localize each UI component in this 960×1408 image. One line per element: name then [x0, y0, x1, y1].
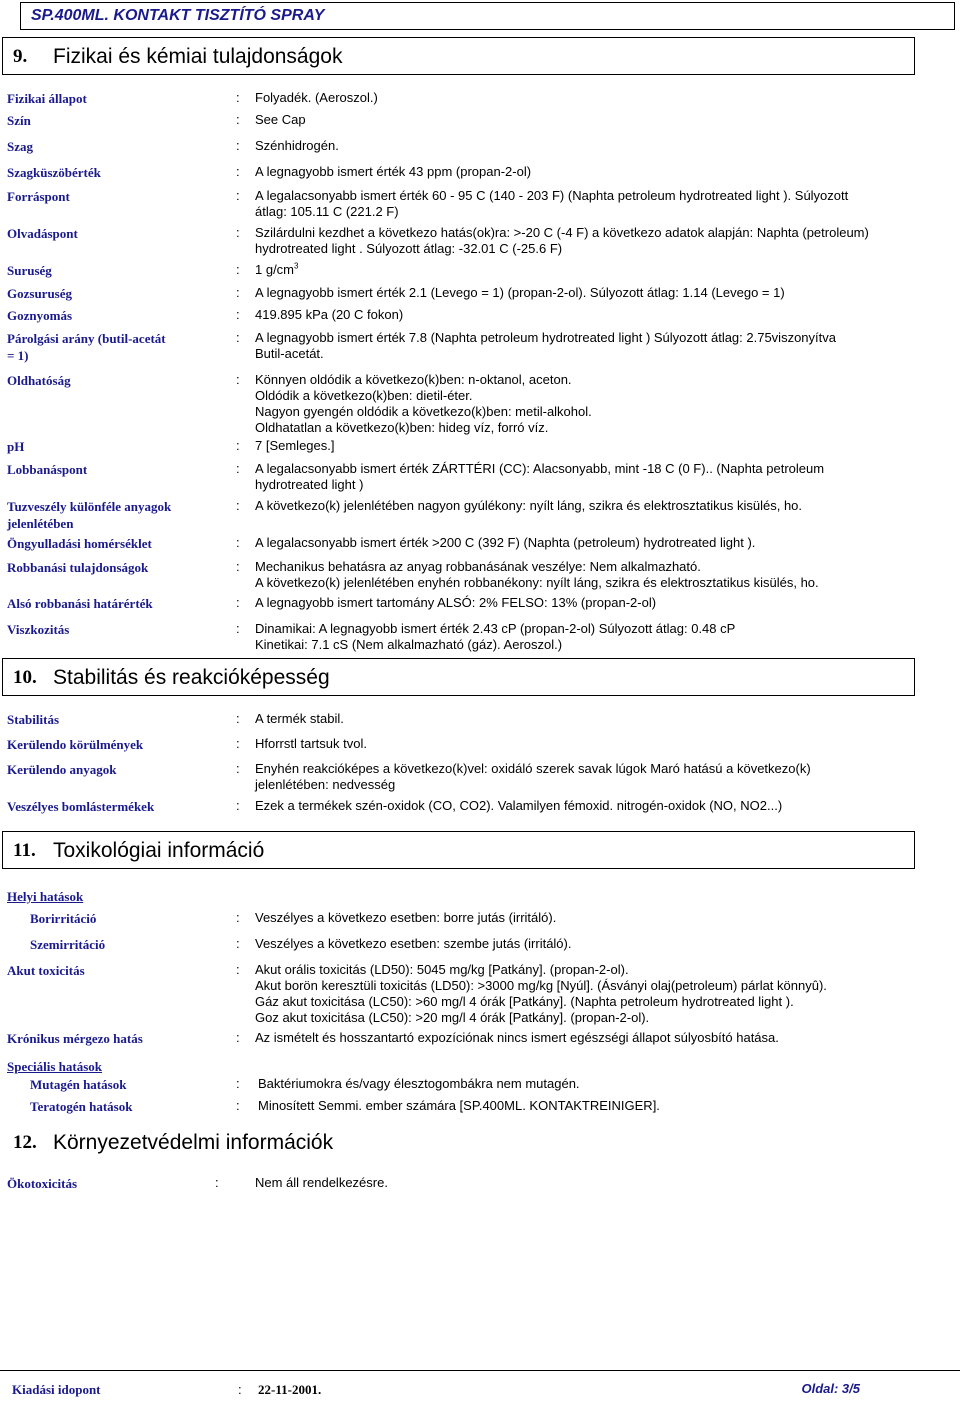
separator: :: [236, 138, 240, 153]
property-label: Borirritáció: [30, 911, 97, 926]
property-label: Mutagén hatások: [30, 1077, 127, 1092]
property-value: A legalacsonyabb ismert érték ZÁRTTÉRI (CC): Alacsonyabb, mint -18 C (0 F).. (Naphta petroleum hydrotreated light ): [255, 461, 825, 492]
section-9-header: [2, 37, 915, 75]
property-value: Akut orális toxicitás (LD50): 5045 mg/kg [Patkány]. (propan-2-ol). Akut borön keresztüli toxicitás (LD50): >3000 mg/kg [Nyúl]. (Ásványi olaj(petroleum) párlat könnyû). Gáz akut toxicitása (LC50): >60 mg/l 4 órák [Patkány]. (Naphta petroleum hydrotreated light ). Goz akut toxicitása (LC50): >20 mg/l 4 órák [Patkány]. (propan-2-ol).: [255, 962, 827, 1025]
separator: :: [236, 225, 240, 240]
property-value: A következo(k) jelenlétében nagyon gyúlékony: nyílt láng, szikra és elektrosztatikus kisülés, ho.: [255, 498, 803, 513]
separator: :: [236, 438, 240, 453]
property-value: Ezek a termékek szén-oxidok (CO, CO2). Valamilyen fémoxid. nitrogén-oxidok (NO, NO2...): [255, 798, 783, 813]
property-value: Baktériumokra és/vagy élesztogombákra nem mutagén.: [258, 1076, 580, 1091]
separator: :: [236, 962, 240, 977]
separator: :: [236, 535, 240, 550]
section-number: 12.: [13, 1132, 37, 1153]
separator: :: [236, 798, 240, 813]
separator: :: [236, 910, 240, 925]
separator: :: [236, 711, 240, 726]
property-value: A legalacsonyabb ismert érték >200 C (392 F) (Naphta (petroleum) hydrotreated light ).: [255, 535, 756, 550]
section-12-header: [2, 1123, 915, 1161]
footer-divider: [0, 1370, 960, 1371]
property-value: A legalacsonyabb ismert érték 60 - 95 C (140 - 203 F) (Naphta petroleum hydrotreated light ). Súlyozott átlag: 105.11 C (221.2 F): [255, 188, 849, 219]
separator: :: [236, 761, 240, 776]
separator: :: [215, 1175, 219, 1190]
property-value: Veszélyes a következo esetben: szembe jutás (irritáló).: [255, 936, 572, 951]
property-value: Enyhén reakcióképes a következo(k)vel: oxidáló szerek savak lúgok Maró hatású a következo(k) jelenlétében: nedvesség: [255, 761, 811, 792]
property-label: Szemirritáció: [30, 937, 106, 952]
property-value: Nem áll rendelkezésre.: [255, 1175, 388, 1190]
property-value: Mechanikus behatásra az anyag robbanásának veszélye: Nem alkalmazható. A következo(k) jelenlétében enyhén robbanékony: nyílt láng, szikra és elektrosztatikus kisülés, ho.: [255, 559, 819, 590]
property-value: See Cap: [255, 112, 306, 127]
property-label: Alsó robbanási határérték: [7, 596, 153, 611]
separator: :: [236, 1076, 240, 1091]
property-label: Olvadáspont: [7, 226, 78, 241]
property-value: A legnagyobb ismert tartomány ALSÓ: 2% FELSO: 13% (propan-2-ol): [255, 595, 657, 610]
property-label: Szín: [7, 113, 31, 128]
separator: :: [236, 936, 240, 951]
property-label: Suruség: [7, 263, 52, 278]
property-label: Gozsuruség: [7, 286, 72, 301]
property-value: Könnyen oldódik a következo(k)ben: n-oktanol, aceton. Oldódik a következo(k)ben: dietil-éter. Nagyon gyengén oldódik a következo(k)ben: metil-alkohol. Oldhatatlan a következo(k)ben: hideg víz, forró víz.: [255, 372, 592, 435]
section-number: 11.: [13, 840, 36, 861]
document-header: [20, 2, 955, 30]
issue-date-label: Kiadási idopont: [12, 1382, 101, 1397]
property-label: Veszélyes bomlástermékek: [7, 799, 155, 814]
section-title: Stabilitás és reakcióképesség: [53, 666, 330, 689]
separator: :: [236, 559, 240, 574]
property-label: Forráspont: [7, 189, 70, 204]
property-label: Kerülendo körülmények: [7, 737, 144, 752]
property-value: 419.895 kPa (20 C fokon): [255, 307, 404, 322]
property-value: Dinamikai: A legnagyobb ismert érték 2.43 cP (propan-2-ol) Súlyozott átlag: 0.48 cP Kinetikai: 7.1 cS (Nem alkalmazható (gáz). Aeroszol.): [255, 621, 736, 652]
section-11-header: [2, 831, 915, 869]
separator: :: [236, 595, 240, 610]
separator: :: [238, 1382, 242, 1397]
property-value: 1 $g/cm^3$: [255, 261, 299, 277]
property-value: Szénhidrogén.: [255, 138, 339, 153]
property-value: Veszélyes a következo esetben: borre jutás (irritáló).: [255, 910, 557, 925]
property-label: Párolgási arány (butil-acetát = 1): [7, 331, 166, 363]
subheading-label: Helyi hatások: [7, 889, 84, 904]
property-label: Viszkozitás: [7, 622, 70, 637]
property-label: Öngyulladási homérséklet: [7, 536, 152, 551]
separator: :: [236, 621, 240, 636]
separator: :: [236, 285, 240, 300]
property-label: Akut toxicitás: [7, 963, 85, 978]
property-value: Folyadék. (Aeroszol.): [255, 90, 378, 105]
property-value: 7 [Semleges.]: [255, 438, 335, 453]
separator: :: [236, 164, 240, 179]
separator: :: [236, 330, 240, 345]
separator: :: [236, 262, 240, 277]
property-value: Hforrstl tartsuk tvol.: [255, 736, 367, 751]
property-value: A legnagyobb ismert érték 43 ppm (propan-2-ol): [255, 164, 532, 179]
property-label: Tuzveszély különféle anyagok jelenlétében: [7, 499, 172, 531]
section-title: Toxikológiai információ: [53, 839, 265, 862]
separator: :: [236, 498, 240, 513]
issue-date-value: 22-11-2001.: [258, 1382, 322, 1397]
separator: :: [236, 736, 240, 751]
property-label: Szagküszöbérték: [7, 165, 101, 180]
separator: :: [236, 188, 240, 203]
property-label: Fizikai állapot: [7, 91, 87, 106]
document-title: SP.400ML. KONTAKT TISZTÍTÓ SPRAY: [31, 7, 325, 24]
property-label: Robbanási tulajdonságok: [7, 560, 149, 575]
separator: :: [236, 1098, 240, 1113]
separator: :: [236, 90, 240, 105]
property-label: Oldhatóság: [7, 373, 71, 388]
property-label: pH: [7, 439, 25, 454]
property-value: Szilárdulni kezdhet a következo hatás(ok)ra: >-20 C (-4 F) a következo adatok alapján: Naphta (petroleum) hydrotreated light . Súlyozott átlag: -32.01 C (-25.6 F): [255, 225, 869, 256]
page-number: Oldal: 3/5: [801, 1381, 860, 1396]
separator: :: [236, 461, 240, 476]
property-value: A termék stabil.: [255, 711, 344, 726]
property-value: Az ismételt és hosszantartó expozíciónak nincs ismert egészségi állapot súlyosbító hatása.: [255, 1030, 779, 1045]
property-label: Ökotoxicitás: [7, 1176, 78, 1191]
property-label: Krónikus mérgezo hatás: [7, 1031, 143, 1046]
property-value: Minosített Semmi. ember számára [SP.400ML. KONTAKTREINIGER].: [258, 1098, 660, 1113]
property-label: Teratogén hatások: [30, 1099, 133, 1114]
separator: :: [236, 307, 240, 322]
section-number: 10.: [13, 667, 37, 688]
property-label: Stabilitás: [7, 712, 60, 727]
separator: :: [236, 112, 240, 127]
property-value: A legnagyobb ismert érték 2.1 (Levego = 1) (propan-2-ol). Súlyozott átlag: 1.14 (Levego = 1): [255, 285, 785, 300]
separator: :: [236, 1030, 240, 1045]
property-label: Goznyomás: [7, 308, 72, 323]
property-value: A legnagyobb ismert érték 7.8 (Naphta petroleum hydrotreated light ) Súlyozott átlag: 2.75viszonyítva Butil-acetát.: [255, 330, 836, 361]
section-title: Fizikai és kémiai tulajdonságok: [53, 45, 343, 68]
property-label: Kerülendo anyagok: [7, 762, 117, 777]
section-10-header: [2, 658, 915, 696]
subheading-label: Speciális hatások: [7, 1059, 102, 1074]
section-title: Környezetvédelmi információk: [53, 1131, 334, 1154]
separator: :: [236, 372, 240, 387]
section-number: 9.: [13, 46, 28, 67]
property-label: Szag: [7, 139, 33, 154]
property-label: Lobbanáspont: [7, 462, 88, 477]
